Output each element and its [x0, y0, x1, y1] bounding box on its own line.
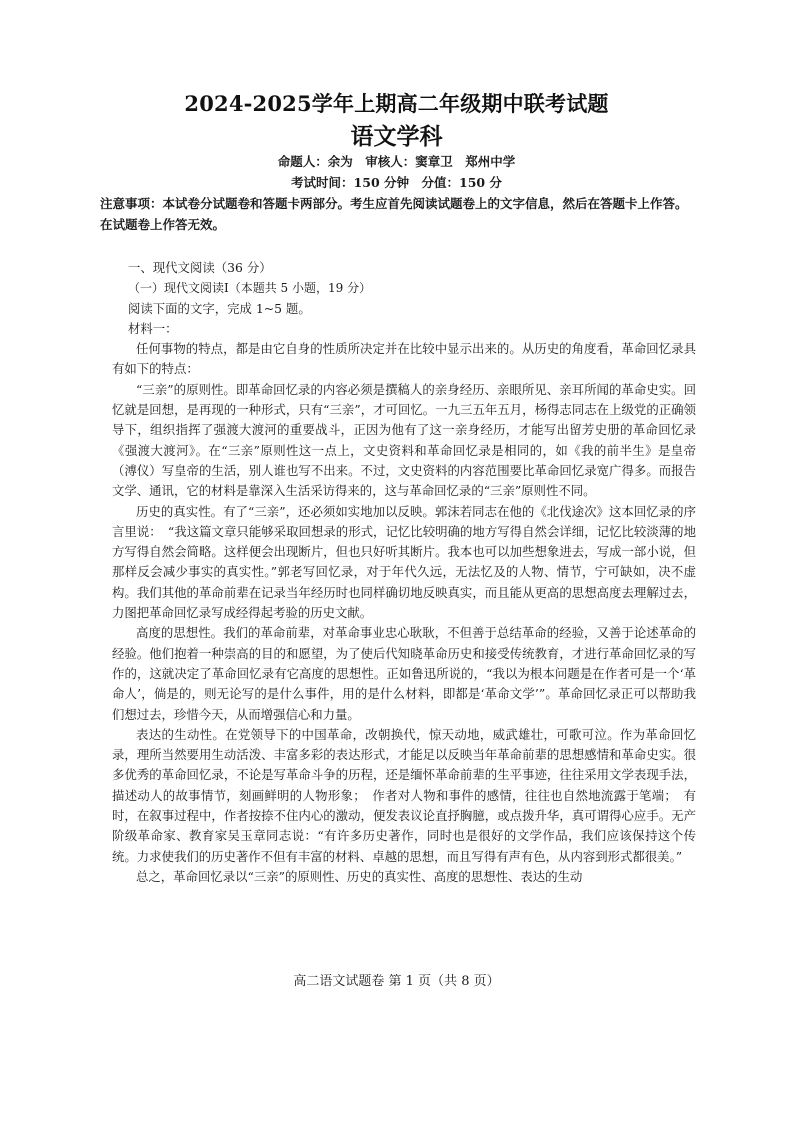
- instruction-text: 阅读下面的文字，完成 1~5 题。: [128, 300, 311, 316]
- section-subheading: （一）现代文阅读Ⅰ（本题共 5 小题，19 分）: [128, 281, 372, 296]
- paragraph-sanqin: “三亲”的原则性。即革命回忆录的内容必须是撰稿人的亲身经历、亲眼所见、亲耳所闻的革命史实。回忆就是回想，是再现的一种形式，只有“三亲”，才可回忆。一九三五年五月，杨得志同志在上级党的正确领导下，组织指挥了强渡大渡河的重要战斗，正因为他有了这一亲身经历，才能写出留芳史册的革命回忆录《强渡大渡河》。在“三亲”原则性这一点上，文史资料和革命回忆录是相同的，如《我的前半生》是皇帝（溥仪）写皇帝的生活，别人谁也写不出来。不过，文史资料的内容范围要比革命回忆录宽广得多。而报告文学、通讯，它的材料是靠深入生活采访得来的，这与革命回忆录的“三亲”原则性不同。: [112, 381, 696, 499]
- exam-info-line: 考试时间：150 分钟 分值：150 分: [291, 175, 502, 190]
- paragraph-truth: 历史的真实性。有了“三亲”，还必须如实地加以反映。郭沫若同志在他的《北伐途次》这本回忆录的序言里说： “我这篇文章只能够采取回想录的形式，记忆比较明确的地方写得自然会详细，记忆比较淡薄的地方写得自然会简略。这样便会出现断片，但也只好听其断片。我本也可以加些想象进去，写成一部小说，但那样反会减少事实的真实性。”郭老写回忆录，对于年代久远，无法忆及的人物、情节，宁可缺如，决不虚构。我们其他的革命前辈在记录当年经历时也同样确切地反映真实，而且能从更高的思想高度去理解过去，力图把革命回忆录写成经得起考验的历史文献。: [112, 503, 696, 621]
- page-footer: 高二语文试题卷 第 1 页（共 8 页）: [293, 974, 500, 989]
- notice-text: 注意事项：本试卷分试题卷和答题卡两部分。考生应首先阅读试题卷上的文字信息，然后在答题卡上作答。在试题卷上作答无效。: [100, 196, 688, 232]
- section-heading: 一、现代文阅读（36 分）: [128, 260, 272, 275]
- reading-section: [112, 258, 696, 887]
- paragraph-thought: 高度的思想性。我们的革命前辈，对革命事业忠心耿耿，不但善于总结革命的经验，又善于论述革命的经验。他们抱着一种崇高的目的和愿望，为了使后代知晓革命历史和接受传统教育，才进行革命回忆录的写作的，这就决定了革命回忆录有它高度的思想性。正如鲁迅所说的，“我以为根本问题是在作者可是一个‘革命人’，倘是的，则无论写的是什么事件，用的是什么材料，即都是‘革命文学’”。革命回忆录正可以帮助我们想过去，珍惜今天，从而增强信心和力量。: [112, 625, 696, 722]
- paragraph-summary: 总之，革命回忆录以“三亲”的原则性、历史的真实性、高度的思想性、表达的生动: [136, 868, 583, 884]
- subject-title: 语文学科: [350, 123, 443, 150]
- exam-title: 2024-2025学年上期高二年级期中联考试题: [184, 91, 609, 116]
- authors-line: 命题人：余为 审核人：窦章卫 郑州中学: [277, 154, 516, 169]
- paragraph-expression: 表达的生动性。在党领导下的中国革命，改朝换代，惊天动地，威武雄壮，可歌可泣。作为革命回忆录，理所当然要用生动活泼、丰富多彩的表达形式，才能足以反映当年革命前辈的思想感情和革命史实。很多优秀的革命回忆录，不论是写革命斗争的历程，还是缅怀革命前辈的生平事迹，往往采用文学表现手法，描述动人的故事情节，刻画鲜明的人物形象； 作者对人物和事件的感情，往往也自然地流露于笔端； 有时，在叙事过程中，作者按捺不住内心的激动，便发表议论直抒胸臆，或点拨升华，真可谓得心应手。无产阶级革命家、教育家吴玉章同志说：“有许多历史著作，同时也是很好的文学作品，我们应该保持这个传统。力求使我们的历史著作不但有丰富的材料、卓越的思想，而且写得有声有色，从内容到形式都很美。”: [112, 726, 696, 864]
- paragraph-intro: 任何事物的特点，都是由它自身的性质所决定并在比较中显示出来的。从历史的角度看，革命回忆录具有如下的特点：: [112, 341, 696, 377]
- material-label: 材料一：: [128, 320, 178, 336]
